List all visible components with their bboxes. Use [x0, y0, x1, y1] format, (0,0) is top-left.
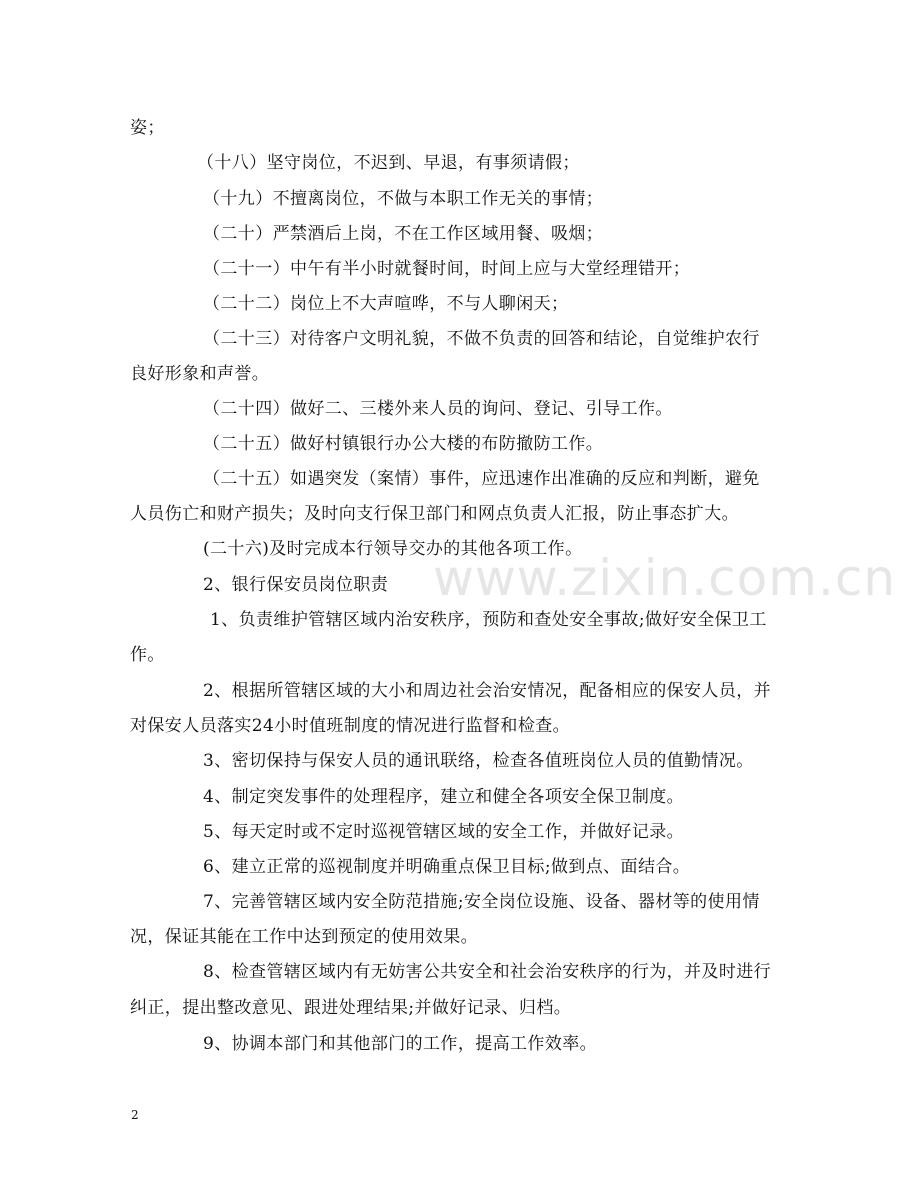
text-line: 1、负责维护管辖区域内治安秩序，预防和查处安全事故;做好安全保卫工 — [210, 610, 767, 630]
text-line: 6、建立正常的巡视制度并明确重点保卫目标;做到点、面结合。 — [203, 857, 691, 877]
text-line: 况，保证其能在工作中达到预定的使用效果。 — [130, 927, 478, 947]
text-line: （十八）坚守岗位，不迟到、早退，有事须请假； — [197, 153, 580, 173]
text-line: 2、根据所管辖区域的大小和周边社会治安情况，配备相应的保安人员，并 — [203, 681, 772, 701]
section-heading: 2、银行保安员岗位职责 — [203, 575, 389, 595]
text-line: （二十四）做好二、三楼外来人员的询问、登记、引导工作。 — [203, 399, 673, 419]
text-line: 人员伤亡和财产损失；及时向支行保卫部门和网点负责人汇报，防止事态扩大。 — [130, 504, 739, 524]
text-line: 3、密切保持与保安人员的通讯联络，检查各值班岗位人员的值勤情况。 — [203, 751, 754, 771]
text-line: 纠正，提出整改意见、跟进处理结果;并做好记录、归档。 — [130, 998, 572, 1018]
text-line: 作。 — [130, 645, 165, 665]
text-line: 良好形象和声誉。 — [130, 364, 270, 384]
text-line: 8、检查管辖区域内有无妨害公共安全和社会治安秩序的行为，并及时进行 — [203, 962, 772, 982]
text-line: （二十）严禁酒后上岗，不在工作区域用餐、吸烟； — [203, 224, 604, 244]
text-line: （二十二）岗位上不大声喧哗，不与人聊闲天； — [203, 294, 569, 314]
text-line: 9、协调本部门和其他部门的工作，提高工作效率。 — [203, 1034, 598, 1054]
page-number: 2 — [131, 1108, 139, 1122]
watermark: www.zixin.com.cn — [433, 549, 897, 607]
text-line: （二十三）对待客户文明礼貌，不做不负责的回答和结论，自觉维护农行 — [203, 329, 760, 349]
text-line: （二十一）中午有半小时就餐时间，时间上应与大堂经理错开； — [203, 259, 691, 279]
text-line: 对保安人员落实24小时值班制度的情况进行监督和检查。 — [130, 716, 571, 736]
text-line: 4、制定突发事件的处理程序，建立和健全各项安全保卫制度。 — [203, 787, 685, 807]
text-line: （二十五）如遇突发（案情）事件，应迅速作出准确的反应和判断，避免 — [203, 469, 760, 489]
text-line: （十九）不擅离岗位，不做与本职工作无关的事情； — [203, 189, 604, 209]
text-line: （二十五）做好村镇银行办公大楼的布防撤防工作。 — [203, 434, 604, 454]
text-line: (二十六)及时完成本行领导交办的其他各项工作。 — [203, 539, 583, 559]
text-line: 5、每天定时或不定时巡视管辖区域的安全工作，并做好记录。 — [203, 822, 685, 842]
text-line: 7、完善管辖区域内安全防范措施;安全岗位设施、设备、器材等的使用情 — [203, 892, 760, 912]
text-line: 姿； — [130, 118, 165, 138]
